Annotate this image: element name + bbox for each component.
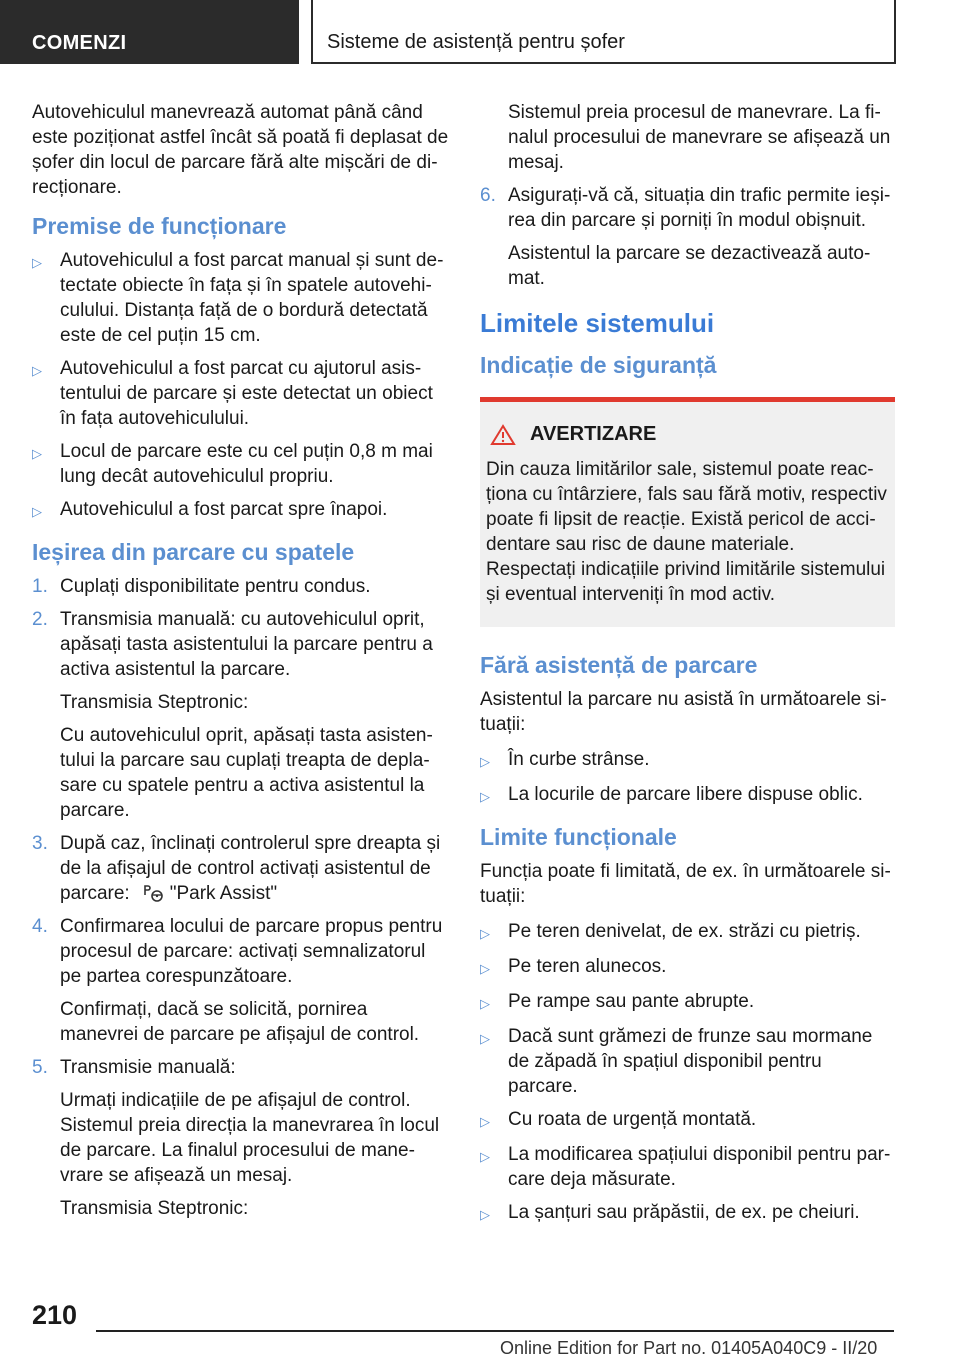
step-subtext: Transmisia Steptronic: xyxy=(60,1198,249,1219)
warning-triangle-icon xyxy=(490,424,516,446)
step-subtext: Asistentul la parcare se dezactivează automat. xyxy=(508,243,871,289)
exit-heading: Ieșirea din parcare cu spatele xyxy=(32,539,355,565)
step-text-part: "Park Assist" xyxy=(169,883,278,904)
footer-divider xyxy=(96,1330,894,1332)
page-number: 210 xyxy=(32,1300,78,1330)
list-item xyxy=(480,1024,895,1099)
list-item-text: În curbe strânse. xyxy=(508,749,650,770)
step-number: 5. xyxy=(32,1057,48,1078)
list-item-text: Autovehiculul a fost parcat cu ajutorul asistentului de parcare și este detectat un obiect în fața autovehiculului. xyxy=(60,358,433,429)
section-tab: COMENZI xyxy=(0,0,299,64)
list-item xyxy=(480,954,895,981)
step-text: Confirmarea locului de parcare propus pentru procesul de parcare: activați semnalizatorul pe partea corespunzătoare. xyxy=(60,916,443,987)
step-number: 3. xyxy=(32,833,48,854)
list-item xyxy=(32,248,450,348)
triangle-right-icon: ▷ xyxy=(480,1207,490,1222)
triangle-right-icon: ▷ xyxy=(480,926,490,941)
step-text: Transmisia manuală: cu autovehiculul oprit, apăsați tasta asistentului la parcare pentru a activa asistentul la parcare. xyxy=(60,609,433,680)
step-text-part: După caz, înclinați controlerul spre dreapta și de la afișajul de control activați asistentul de parcare: xyxy=(60,833,441,904)
list-item-text: Pe teren alunecos. xyxy=(508,956,667,977)
step-item xyxy=(32,1055,450,1080)
list-item-text: La modificarea spațiului disponibil pentru parcare deja măsurate. xyxy=(508,1144,891,1190)
triangle-right-icon: ▷ xyxy=(32,504,42,519)
park-assist-icon xyxy=(142,884,164,902)
warning-label: AVERTIZARE xyxy=(530,423,657,445)
edition-text: Online Edition for Part no. 01405A040C9 - II/20 xyxy=(500,1338,878,1358)
list-item-text: Autovehiculul a fost parcat spre înapoi. xyxy=(60,499,388,520)
chapter-title: Sisteme de asistență pentru șofer xyxy=(311,0,896,64)
warning-text: Din cauza limitărilor sale, sistemul poate reacționa cu întârziere, fals sau fără motiv, respectiv poate fi lipsit de reacție. Există pericol de accidentare sau risc de daune materiale. Respectați indicațiile privind limitările sistemului și eventual interveniți în mod activ. xyxy=(486,459,887,605)
step-number: 2. xyxy=(32,609,48,630)
step-number: 4. xyxy=(32,916,48,937)
list-item-text: Locul de parcare este cu cel puțin 0,8 m mai lung decât autovehiculul propriu. xyxy=(60,441,433,487)
list-item-text: Pe teren denivelat, de ex. străzi cu pietriș. xyxy=(508,921,861,942)
triangle-right-icon: ▷ xyxy=(32,255,42,270)
step-item xyxy=(32,831,450,906)
list-item-text: Autovehiculul a fost parcat manual și sunt detectate obiecte în fața și în spatele autovehiculului. Distanța față de o bordură detectată este de cel puțin 15 cm. xyxy=(60,250,444,346)
list-item xyxy=(480,1142,895,1192)
left-column xyxy=(32,100,450,1229)
triangle-right-icon: ▷ xyxy=(480,1031,490,1046)
step-subtext: Urmați indicațiile de pe afișajul de control. Sistemul preia direcția la manevrarea în locul de parcare. La finalul procesului de manevrare se afișează un mesaj. xyxy=(60,1090,440,1186)
no-assist-heading: Fără asistență de parcare xyxy=(480,652,758,678)
func-intro: Funcția poate fi limitată, de ex. în următoarele situații: xyxy=(480,861,891,907)
triangle-right-icon: ▷ xyxy=(480,961,490,976)
step-number: 1. xyxy=(32,576,48,597)
list-item xyxy=(480,747,895,774)
step-number: 6. xyxy=(480,185,496,206)
list-item xyxy=(480,1200,895,1227)
triangle-right-icon: ▷ xyxy=(480,1114,490,1129)
step-item xyxy=(480,183,895,233)
triangle-right-icon: ▷ xyxy=(32,363,42,378)
step-text: Transmisie manuală: xyxy=(60,1057,236,1078)
limits-heading: Limitele sistemului xyxy=(480,308,715,338)
list-item xyxy=(32,497,450,524)
warning-box xyxy=(480,397,895,627)
triangle-right-icon: ▷ xyxy=(480,1149,490,1164)
triangle-right-icon: ▷ xyxy=(480,754,490,769)
list-item-text: Pe rampe sau pante abrupte. xyxy=(508,991,755,1012)
safety-heading: Indicație de siguranță xyxy=(480,352,717,378)
triangle-right-icon: ▷ xyxy=(32,446,42,461)
step-subtext: Cu autovehiculul oprit, apăsați tasta asistentului la parcare sau cuplați treapta de deplasare cu spatele pentru a activa asistentul la parcare. xyxy=(60,725,433,821)
step-subtext: Confirmați, dacă se solicită, pornirea manevrei de parcare pe afișajul de control. xyxy=(60,999,420,1045)
step-text: Asigurați-vă că, situația din trafic permite ieșirea din parcare și porniți în modul obișnuit. xyxy=(508,185,891,231)
func-heading: Limite funcționale xyxy=(480,824,677,850)
right-column xyxy=(480,100,895,1235)
triangle-right-icon: ▷ xyxy=(480,789,490,804)
list-item-text: Dacă sunt grămezi de frunze sau mormane de zăpadă în spațiul disponibil pentru parcare. xyxy=(508,1026,873,1097)
step-subtext: Transmisia Steptronic: xyxy=(60,692,249,713)
triangle-right-icon: ▷ xyxy=(480,996,490,1011)
list-item xyxy=(32,356,450,431)
step-item xyxy=(32,914,450,989)
list-item xyxy=(480,989,895,1016)
step-item xyxy=(32,607,450,682)
list-item xyxy=(480,782,895,809)
intro-paragraph: Autovehiculul manevrează automat până când este poziționat astfel încât să poată fi deplasat de șofer din locul de parcare fără alte mișcări de direcționare. xyxy=(32,102,449,198)
step-text: Cuplați disponibilitate pentru condus. xyxy=(60,576,371,597)
step-subtext: Sistemul preia procesul de manevrare. La finalul procesului de manevrare se afișează un mesaj. xyxy=(508,102,891,173)
warning-header xyxy=(486,422,889,447)
list-item-text: Cu roata de urgență montată. xyxy=(508,1109,757,1130)
premise-heading: Premise de funcționare xyxy=(32,213,287,239)
step-item xyxy=(32,574,450,599)
list-item xyxy=(480,919,895,946)
list-item xyxy=(480,1107,895,1134)
list-item-text: La șanțuri sau prăpăstii, de ex. pe cheiuri. xyxy=(508,1202,860,1223)
list-item-text: La locurile de parcare libere dispuse oblic. xyxy=(508,784,863,805)
step-text xyxy=(60,831,450,906)
list-item xyxy=(32,439,450,489)
no-assist-intro: Asistentul la parcare nu asistă în următoarele situații: xyxy=(480,689,887,735)
